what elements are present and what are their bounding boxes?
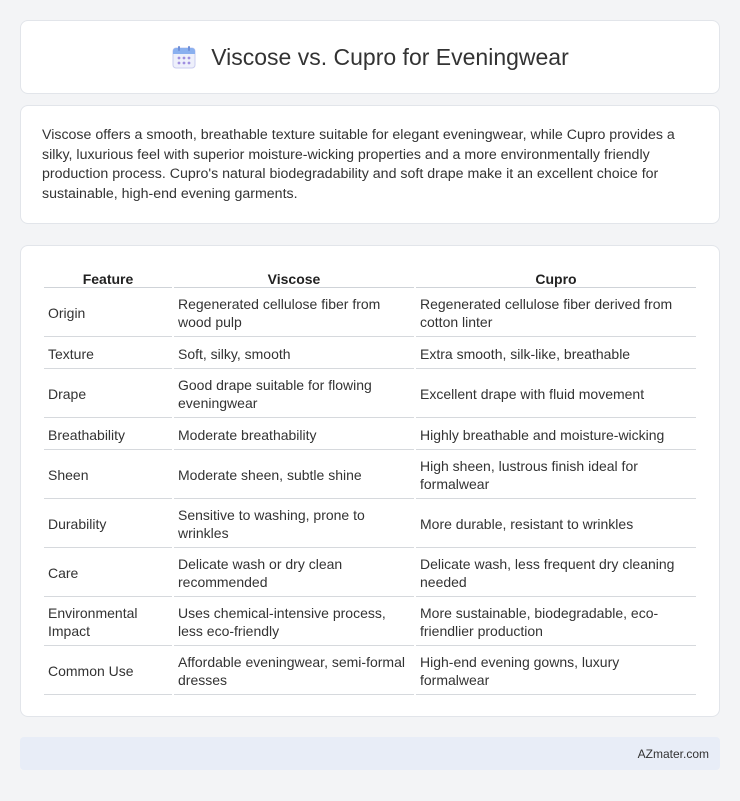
table-row <box>44 371 696 418</box>
cupro-cell: More durable, resistant to wrinkles <box>416 501 696 548</box>
header-cupro: Cupro <box>416 268 696 288</box>
table-row <box>44 550 696 597</box>
cupro-cell: More sustainable, biodegradable, eco-friendlier production <box>416 599 696 646</box>
summary-text: Viscose offers a smooth, breathable texture suitable for elegant eveningwear, while Cupro provides a silky, luxurious feel with superior moisture-wicking properties and a more environmentally friendly production process. Cupro's natural biodegradability and soft drape make it an excellent choice for sustainable, high-end evening garments. <box>42 127 675 202</box>
footer <box>20 737 720 770</box>
viscose-cell: Sensitive to washing, prone to wrinkles <box>174 501 414 548</box>
table-header-row <box>44 268 696 288</box>
table-row <box>44 290 696 337</box>
table-row <box>44 452 696 499</box>
feature-cell: Texture <box>44 339 172 369</box>
cupro-cell: Excellent drape with fluid movement <box>416 371 696 418</box>
cupro-cell: Highly breathable and moisture-wicking <box>416 420 696 450</box>
header-feature: Feature <box>44 268 172 288</box>
feature-cell: Care <box>44 550 172 597</box>
footer-brand[interactable]: AZmater.com <box>637 746 709 761</box>
viscose-cell: Moderate breathability <box>174 420 414 450</box>
feature-cell: Common Use <box>44 648 172 695</box>
calendar-icon <box>171 44 197 70</box>
page-title: Viscose vs. Cupro for Eveningwear <box>211 43 569 70</box>
viscose-cell: Regenerated cellulose fiber from wood pulp <box>174 290 414 337</box>
cupro-cell: Regenerated cellulose fiber derived from cotton linter <box>416 290 696 337</box>
title-card <box>20 20 720 94</box>
cupro-cell: Delicate wash, less frequent dry cleaning needed <box>416 550 696 597</box>
header-viscose: Viscose <box>174 268 414 288</box>
viscose-cell: Good drape suitable for flowing eveningwear <box>174 371 414 418</box>
cupro-cell: High sheen, lustrous finish ideal for formalwear <box>416 452 696 499</box>
viscose-cell: Uses chemical-intensive process, less eco-friendly <box>174 599 414 646</box>
feature-cell: Durability <box>44 501 172 548</box>
table-row <box>44 420 696 450</box>
viscose-cell: Moderate sheen, subtle shine <box>174 452 414 499</box>
feature-cell: Sheen <box>44 452 172 499</box>
table-row <box>44 599 696 646</box>
viscose-cell: Soft, silky, smooth <box>174 339 414 369</box>
comparison-table <box>42 266 698 697</box>
feature-cell: Drape <box>44 371 172 418</box>
comparison-card <box>20 245 720 717</box>
feature-cell: Environmental Impact <box>44 599 172 646</box>
table-row <box>44 339 696 369</box>
feature-cell: Origin <box>44 290 172 337</box>
table-row <box>44 648 696 695</box>
summary-card <box>20 105 720 224</box>
viscose-cell: Delicate wash or dry clean recommended <box>174 550 414 597</box>
feature-cell: Breathability <box>44 420 172 450</box>
viscose-cell: Affordable eveningwear, semi-formal dresses <box>174 648 414 695</box>
table-row <box>44 501 696 548</box>
cupro-cell: High-end evening gowns, luxury formalwear <box>416 648 696 695</box>
cupro-cell: Extra smooth, silk-like, breathable <box>416 339 696 369</box>
